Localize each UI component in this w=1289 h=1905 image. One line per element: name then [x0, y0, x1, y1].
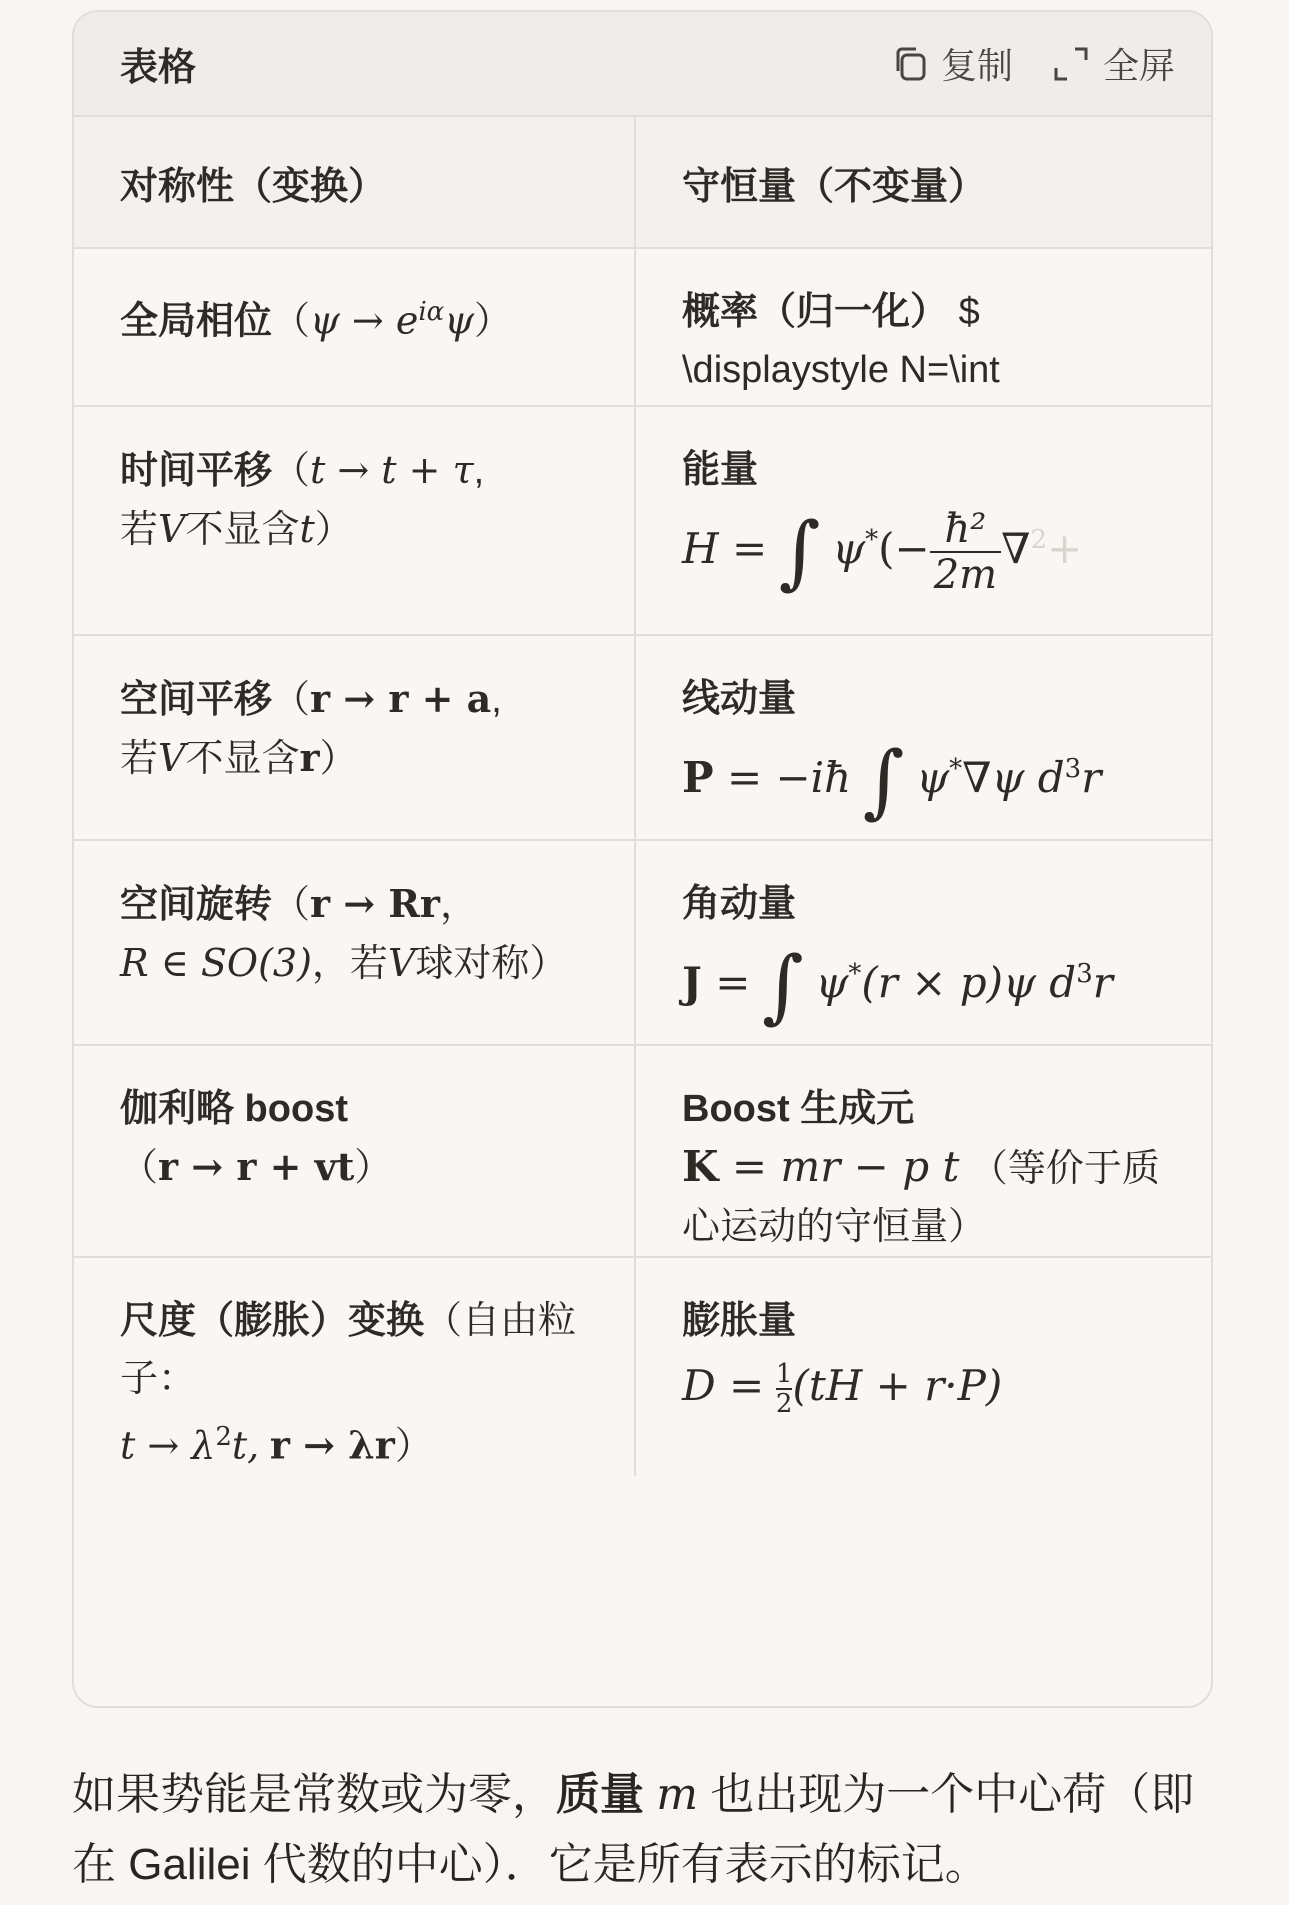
table-row [74, 406, 1211, 635]
copy-button[interactable] [893, 38, 1013, 89]
table-row [74, 635, 1211, 840]
symmetry-cell: 伽利略 boost （r → r + vt） [74, 1045, 635, 1257]
symmetry-cell: 时间平移（t → t + τ, 若V不显含t） [74, 406, 635, 635]
card-header [74, 12, 1211, 117]
symmetry-cell: 全局相位$(\psi \to e^{i\alpha}\psi)$ [74, 248, 635, 406]
card-title: 表格 [120, 47, 197, 89]
conserved-cell: 角动量 J = ∫ ψ*(r × p)ψ $d^3r$ [635, 840, 1211, 1045]
energy-formula: H = ∫ ψ*(− $\frac{\text{ħ²}}{2m}$ ∇$^2$+ [682, 504, 1083, 598]
conserved-cell: 膨胀量 D = $\frac{1}{2}(tH + r\cdot P)$ [635, 1257, 1211, 1476]
copy-label: 复制 [940, 45, 1013, 86]
table-row [74, 248, 1211, 406]
copy-icon [893, 46, 927, 82]
symmetry-table [74, 117, 1211, 1476]
angular-momentum-formula: J = ∫ ψ*(r × p)ψ $d^3r$ [682, 938, 1113, 1032]
dilation-formula: D = $\frac{1}{2}(tH + r\cdot P)$ [682, 1358, 1003, 1419]
conserved-cell: 概率（归一化） $ \displaystyle N=\int [635, 248, 1211, 406]
explanation-paragraph: 如果势能是常数或为零，质量 m 也出现为一个中心荷（即在 Galilei 代数的中心）．它是所有表示的标记。 [72, 1769, 1195, 1889]
symmetry-cell: 尺度（膨胀）变换（自由粒子： $t \to \lambda^2t$, r → λr） [74, 1257, 635, 1476]
conserved-cell: 线动量 P = −iħ ∫ ψ*∇ψ $d^3r$ [635, 635, 1211, 840]
conserved-cell: Boost 生成元 K = mr − p t （等价于质心运动的守恒量） [635, 1045, 1211, 1257]
fullscreen-icon [1053, 46, 1089, 82]
table-header-row [74, 117, 1211, 248]
fullscreen-button[interactable] [1053, 38, 1175, 89]
header-conserved: 守恒量（不变量） [635, 117, 1211, 248]
conserved-cell: 能量 H = ∫ ψ*(− $\frac{\text{ħ²}}{2m}$ ∇$^2$+ [635, 406, 1211, 635]
symmetry-cell: 空间旋转（r → Rr， R ∈ SO(3)，若V球对称） [74, 840, 635, 1045]
table-card [72, 10, 1213, 1708]
header-symmetry: 对称性（变换） [74, 117, 635, 248]
table-row [74, 1045, 1211, 1257]
symmetry-cell: 空间平移（r → r + a, 若V不显含r） [74, 635, 635, 840]
table-row [74, 840, 1211, 1045]
momentum-formula: P = −iħ ∫ ψ*∇ψ $d^3r$ [682, 733, 1102, 827]
header-actions [893, 38, 1175, 89]
table-row [74, 1257, 1211, 1476]
fullscreen-label: 全屏 [1102, 45, 1175, 86]
